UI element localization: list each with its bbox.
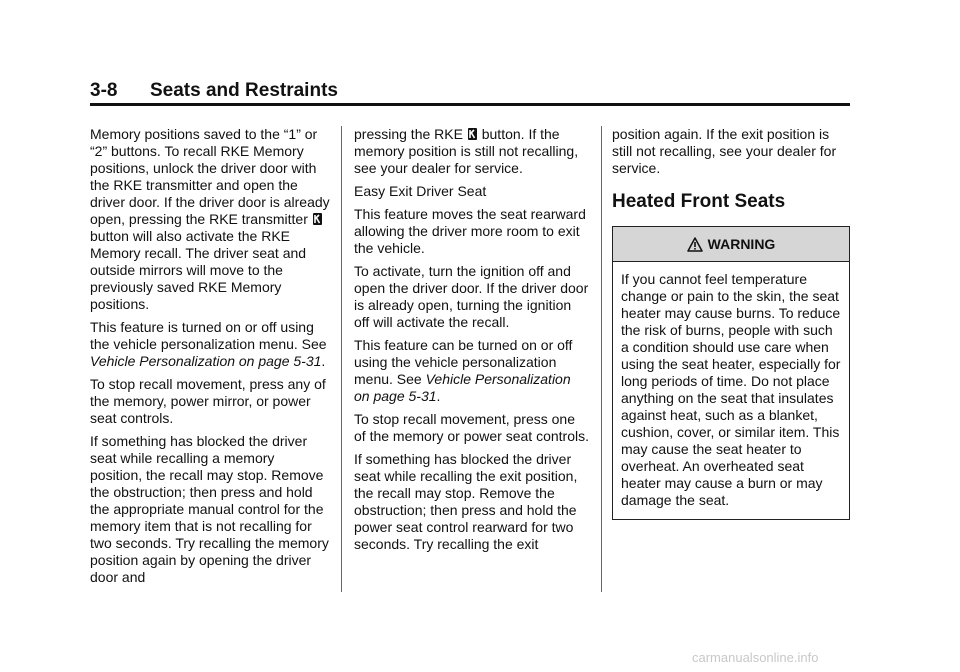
text: . [436,388,441,404]
section-title: Seats and Restraints [150,80,338,101]
warning-label: WARNING [707,235,776,252]
paragraph: If something has blocked the driver seat while recalling the exit position, the recall may stop. Remove the obstruction; then press and hold the power seat control rearward for two seconds. Try recalling the exit [354,451,578,552]
watermark: carmanualsonline.info [692,650,819,665]
text: Memory positions saved to the “1” or “2” buttons. To recall RKE Memory positions, unlock the driver door with the RKE transmitter and open the driver door. If the driver door is already open, pressing the RKE transmitter [90,126,330,227]
rke-key-icon [313,213,322,225]
text: This feature can be turned on or off using the vehicle personalization menu. See [354,337,573,387]
paragraph: This feature moves the seat rearward allowing the driver more room to exit the vehicle. [354,206,586,256]
paragraph: If something has blocked the driver seat while recalling a memory position, the recall may stop. Remove the obstruction; then press and hold the appropriate manual control for the memory item that is not recalling for two seconds. Try recalling the memory position again by opening the driver door and [90,433,329,585]
column-2 [354,126,590,559]
column-divider [341,126,342,592]
section-heading: Heated Front Seats [612,191,786,212]
column-1 [90,126,330,592]
warning-text: If you cannot feel temperature change or pain to the skin, the seat heater may cause burns. To reduce the risk of burns, people with such a condition should use care when using the seat heater, especially for long periods of time. Do not place anything on the seat that insulates against heat, such as a blanket, cushion, cover, or similar item. This may cause the seat heater to overheat. An overheated seat heater may cause a burn or may damage the seat. [621,271,841,508]
subheading: Easy Exit Driver Seat [354,183,487,199]
header-rule [90,103,850,106]
text: button will also activate the RKE Memory recall. The driver seat and outside mirrors will move to the previously saved RKE Memory positions. [90,228,307,312]
cross-reference-link[interactable]: Vehicle Personalization on page 5-31 [354,371,571,404]
paragraph [90,319,330,370]
warning-triangle-icon [687,237,703,252]
text: This feature is turned on or off using the vehicle personalization menu. See [90,319,327,352]
column-divider [601,126,602,592]
page-header [90,80,850,104]
column-3 [612,126,852,520]
text: button. If the memory position is still not recalling, see your dealer for service. [354,126,579,176]
paragraph [90,126,330,313]
rke-key-icon [468,128,477,140]
text: . [321,353,326,369]
paragraph: To stop recall movement, press one of the memory or power seat controls. [354,411,589,444]
warning-box [612,226,850,520]
text: pressing the RKE [354,126,463,142]
paragraph [354,337,590,405]
paragraph [354,126,590,177]
cross-reference-link[interactable]: Vehicle Personalization on page 5-31 [90,353,322,369]
paragraph: position again. If the exit position is still not recalling, see your dealer for service. [612,126,837,176]
paragraph: To stop recall movement, press any of the memory, power mirror, or power seat controls. [90,376,326,426]
page-number: 3-8 [90,80,118,101]
warning-header [613,227,849,262]
paragraph: To activate, turn the ignition off and open the driver door. If the driver door is already open, turning the ignition off will activate the recall. [354,263,589,330]
